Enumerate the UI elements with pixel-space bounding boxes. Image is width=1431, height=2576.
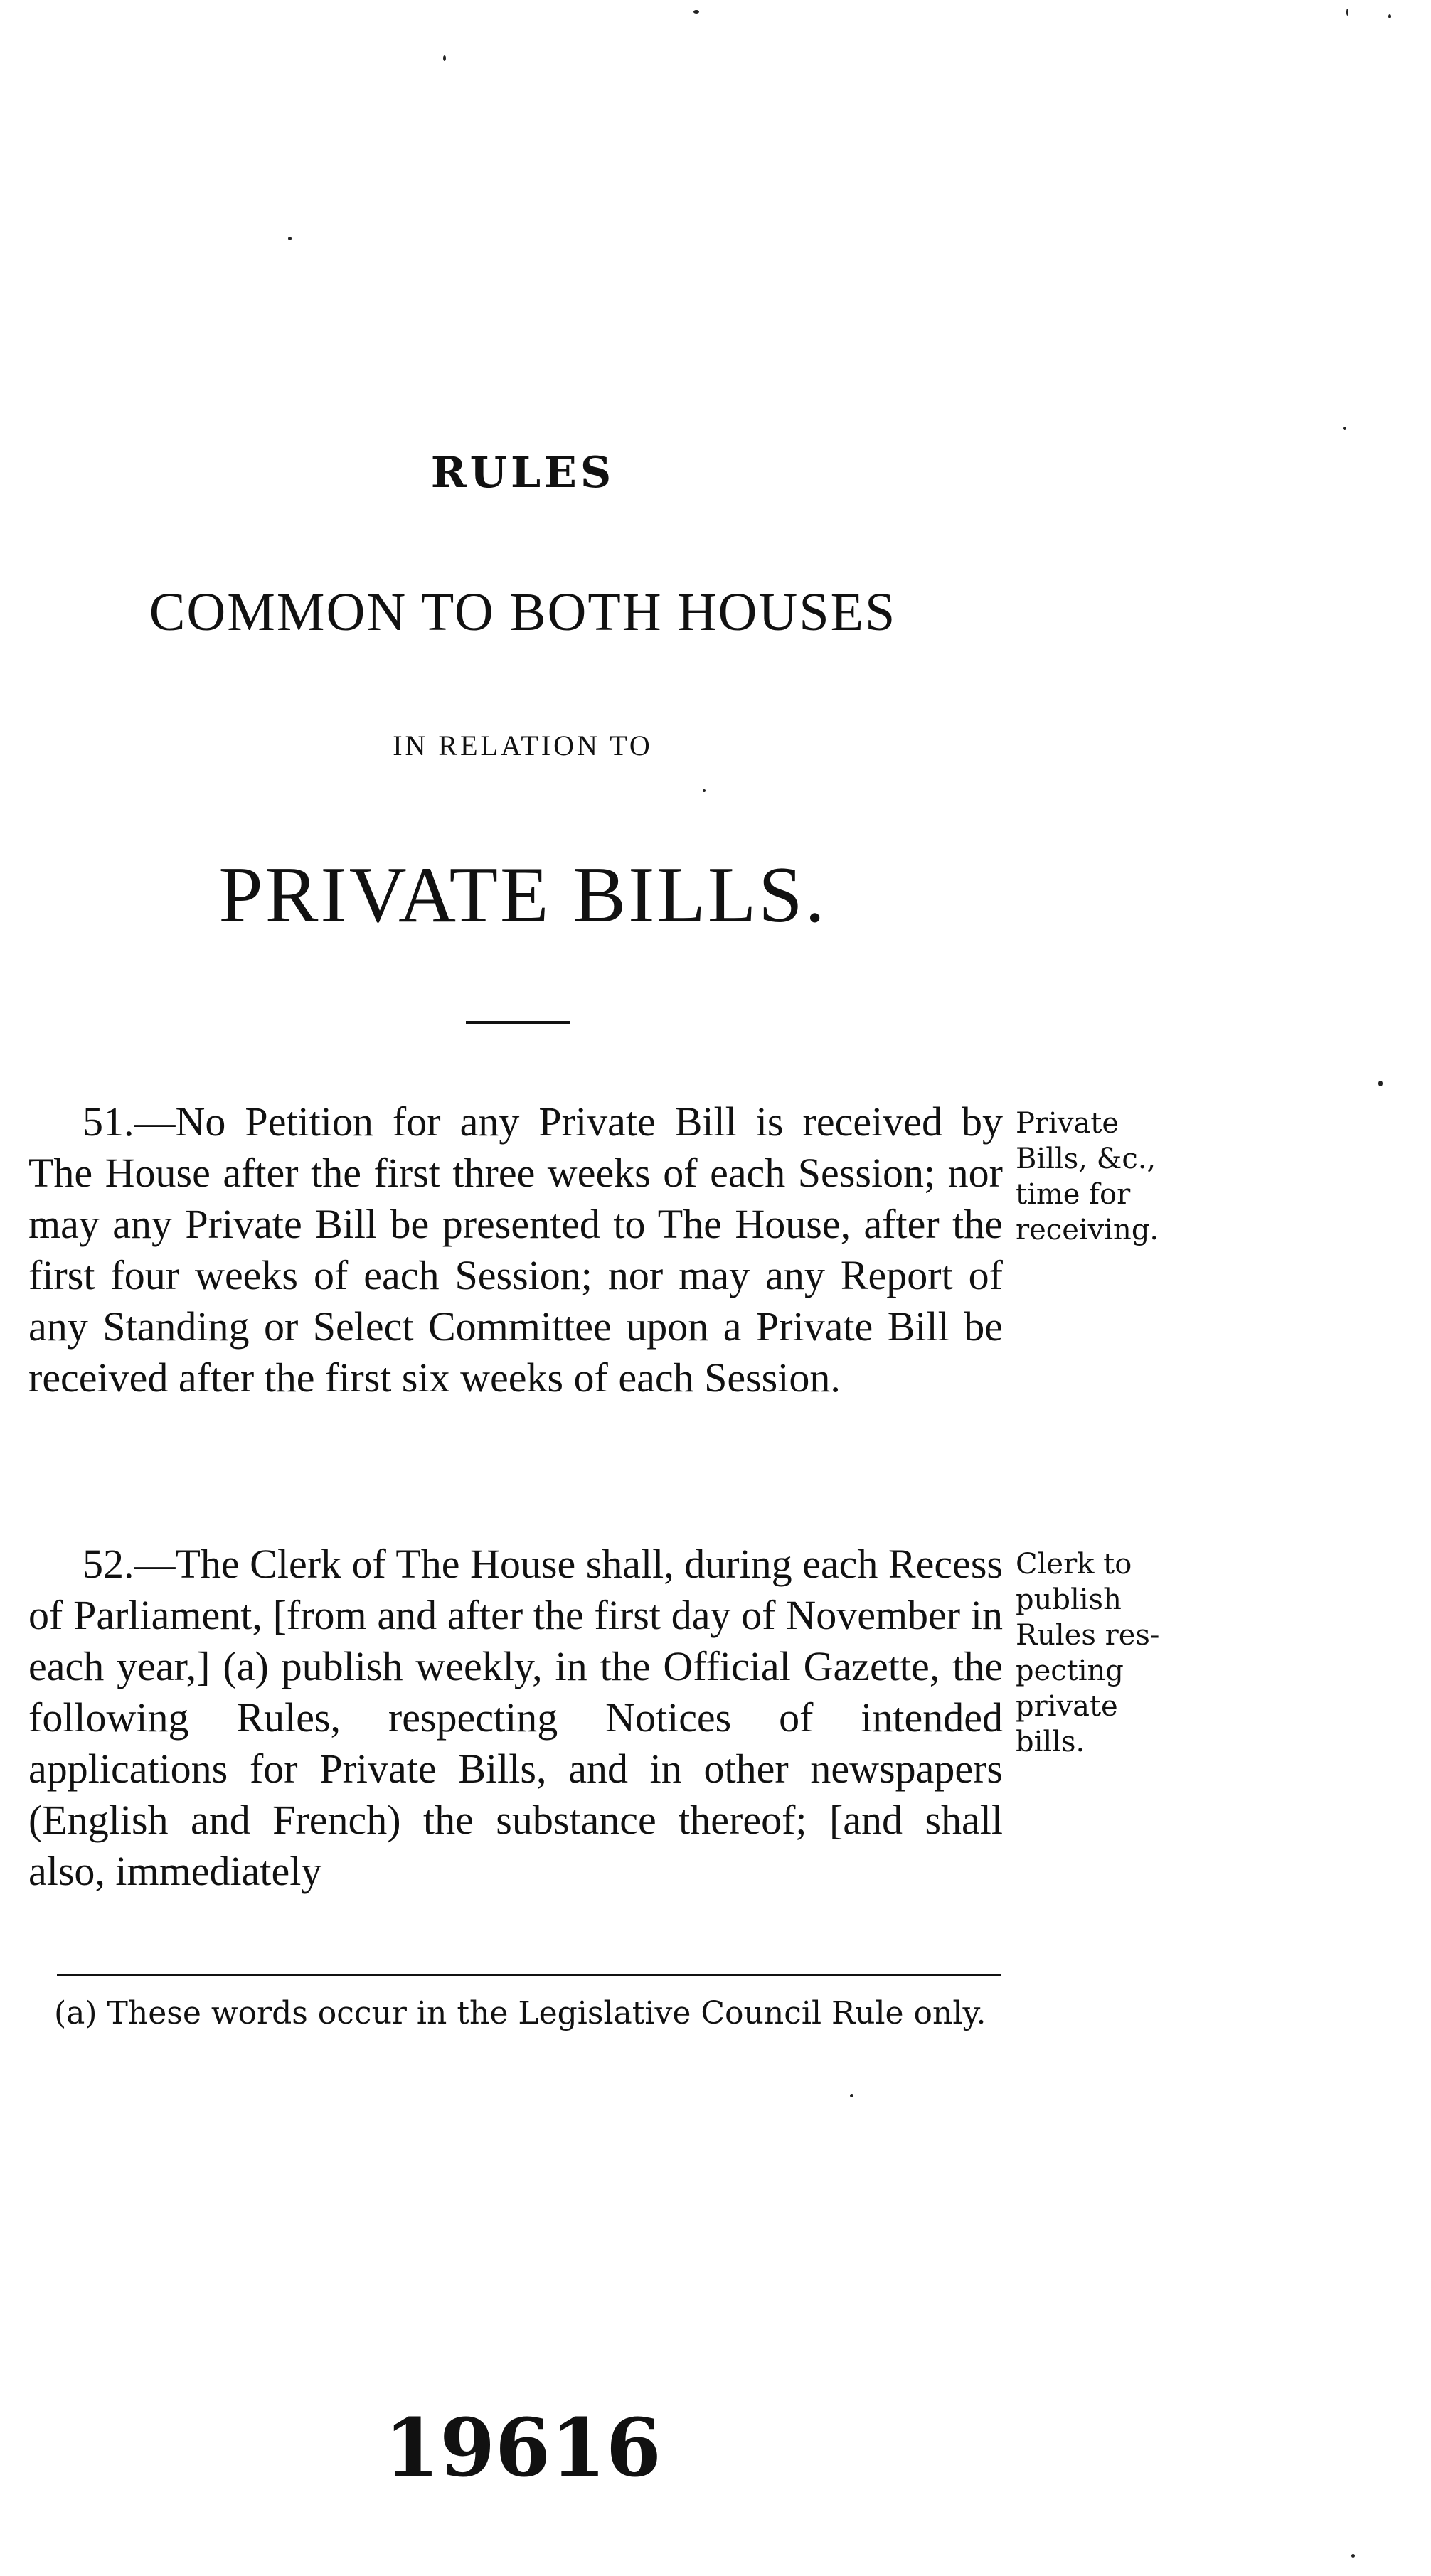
- footnote-divider: [57, 1974, 1001, 1976]
- scan-speck: [288, 237, 292, 240]
- scan-speck: [703, 789, 706, 792]
- scan-speck: [1388, 14, 1391, 18]
- page-number: 19616: [384, 2402, 661, 2495]
- heading-in-relation-to: IN RELATION TO: [393, 729, 653, 761]
- scan-speck: [693, 10, 699, 14]
- section-51-text: 51.—No Petition for any Private Bill is received by The House after the first three weeks of each Session; nor may any Private Bill be presented to The House, after the first four weeks of each Session; nor may any Report of any Standing or Select Committee upon a Private Bill be received after the first six weeks of each Session.: [28, 1099, 1003, 1401]
- section-52-margin-note: Clerk to publish Rules res- pecting private bills.: [1016, 1548, 1160, 1758]
- heading-private-bills: PRIVATE BILLS.: [218, 851, 827, 939]
- section-52-text: 52.—The Clerk of The House shall, during each Recess of Parliament, [from and after the first day of November in each year,] (a) publish weekly, in the Official Gazette, the following Rules, respecting Notices of intended applications for Private Bills, and in other newspapers (English and French) the substance thereof; [and shall also, immediately: [28, 1541, 1003, 1894]
- scan-speck: [1343, 427, 1346, 430]
- heading-rules: RULES: [430, 448, 615, 498]
- scan-speck: [1346, 9, 1348, 16]
- section-52: [28, 1539, 1003, 1897]
- section-51-margin-note: Private Bills, &c., time for receiving.: [1016, 1107, 1159, 1246]
- scan-speck: [1378, 1081, 1383, 1086]
- scan-speck: [443, 55, 446, 61]
- scan-speck: [850, 2094, 853, 2097]
- title-divider: [466, 1021, 570, 1024]
- heading-common-to-both-houses: COMMON TO BOTH HOUSES: [149, 582, 897, 642]
- section-51: [28, 1096, 1003, 1404]
- scan-speck: [1351, 2554, 1355, 2558]
- footnote: (a) These words occur in the Legislative Council Rule only.: [54, 1995, 986, 2031]
